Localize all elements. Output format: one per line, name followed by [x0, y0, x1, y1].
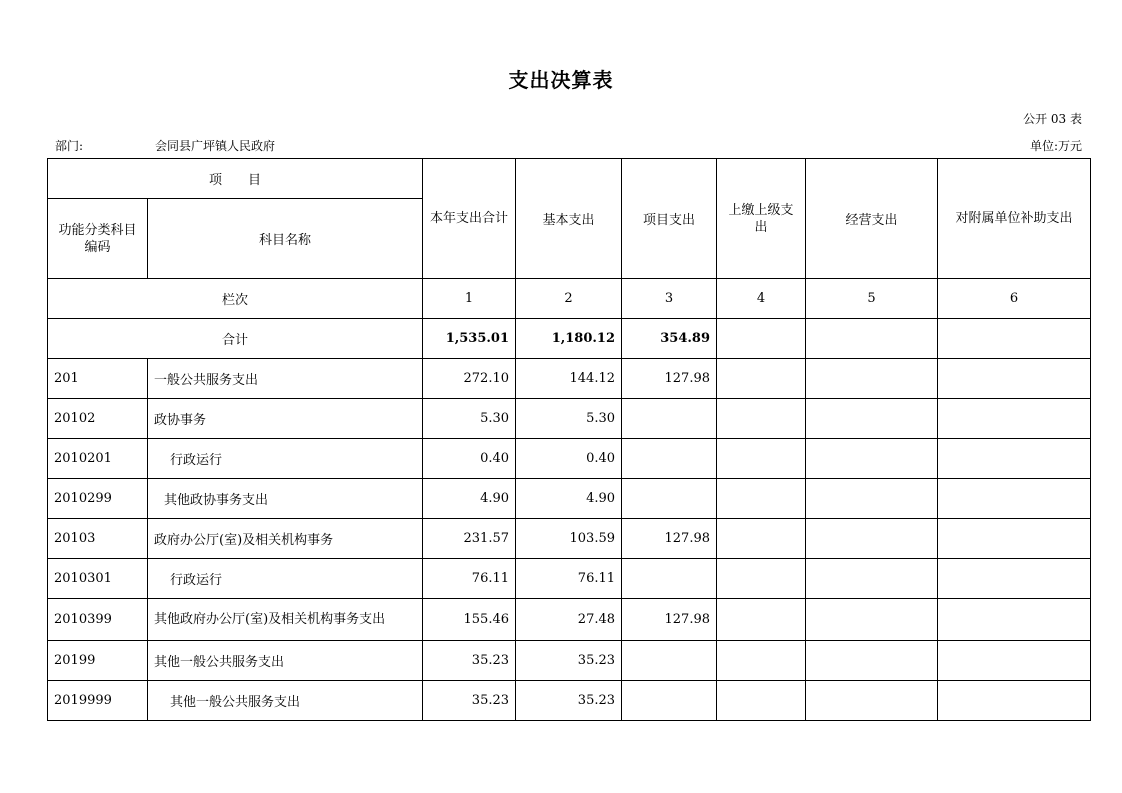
- row-total: 5.30: [423, 399, 516, 439]
- table-row: [48, 641, 1091, 681]
- header-name: 科目名称: [148, 199, 423, 279]
- row-business: [806, 399, 938, 439]
- sum-label: 合计: [48, 319, 423, 359]
- row-business: [806, 479, 938, 519]
- table-row: [48, 681, 1091, 721]
- row-business: [806, 641, 938, 681]
- row-code: 20102: [48, 399, 148, 439]
- col-num: 3: [622, 279, 717, 319]
- row-basic: 5.30: [516, 399, 622, 439]
- table-row: [48, 559, 1091, 599]
- row-code: 2010299: [48, 479, 148, 519]
- row-subsidy: [938, 479, 1091, 519]
- row-project: 127.98: [622, 519, 717, 559]
- row-upper: [717, 641, 806, 681]
- row-upper: [717, 519, 806, 559]
- header-business: 经营支出: [806, 159, 938, 279]
- row-basic: 0.40: [516, 439, 622, 479]
- sum-basic: 1,180.12: [516, 319, 622, 359]
- row-code: 2010201: [48, 439, 148, 479]
- row-basic: 4.90: [516, 479, 622, 519]
- col-num: 1: [423, 279, 516, 319]
- row-code: 2010399: [48, 599, 148, 641]
- row-total: 4.90: [423, 479, 516, 519]
- row-basic: 144.12: [516, 359, 622, 399]
- table-row: [48, 599, 1091, 641]
- department-label: 部门:: [55, 139, 84, 153]
- row-subsidy: [938, 359, 1091, 399]
- header-subsidy: 对附属单位补助支出: [938, 159, 1091, 279]
- row-business: [806, 599, 938, 641]
- header-project: 项目支出: [622, 159, 717, 279]
- row-project: 127.98: [622, 599, 717, 641]
- table-row: [48, 479, 1091, 519]
- row-basic: 35.23: [516, 681, 622, 721]
- table-row: [48, 439, 1091, 479]
- row-total: 76.11: [423, 559, 516, 599]
- col-label: 栏次: [48, 279, 423, 319]
- header-upper: 上缴上级支出: [717, 159, 806, 279]
- row-subsidy: [938, 641, 1091, 681]
- row-project: [622, 681, 717, 721]
- row-upper: [717, 599, 806, 641]
- row-total: 272.10: [423, 359, 516, 399]
- row-code: 201: [48, 359, 148, 399]
- sum-total: 1,535.01: [423, 319, 516, 359]
- col-num: 4: [717, 279, 806, 319]
- row-name: 行政运行: [148, 559, 423, 599]
- header-total: 本年支出合计: [423, 159, 516, 279]
- row-total: 35.23: [423, 681, 516, 721]
- row-name: 其他一般公共服务支出: [148, 681, 423, 721]
- page-title: 支出决算表: [508, 68, 614, 92]
- row-project: [622, 641, 717, 681]
- row-subsidy: [938, 399, 1091, 439]
- row-upper: [717, 439, 806, 479]
- row-name: 政协事务: [148, 399, 423, 439]
- col-num: 6: [938, 279, 1091, 319]
- form-number: 公开 03 表: [1023, 112, 1082, 126]
- row-code: 2019999: [48, 681, 148, 721]
- table-row: [48, 359, 1091, 399]
- row-name: 行政运行: [148, 439, 423, 479]
- row-business: [806, 439, 938, 479]
- expenditure-table: [47, 158, 1091, 721]
- row-project: 127.98: [622, 359, 717, 399]
- row-basic: 76.11: [516, 559, 622, 599]
- row-basic: 103.59: [516, 519, 622, 559]
- table-row: [48, 519, 1091, 559]
- col-num: 5: [806, 279, 938, 319]
- row-name: 其他一般公共服务支出: [148, 641, 423, 681]
- sum-project: 354.89: [622, 319, 717, 359]
- row-project: [622, 559, 717, 599]
- sum-subsidy: [938, 319, 1091, 359]
- row-upper: [717, 399, 806, 439]
- row-name: 一般公共服务支出: [148, 359, 423, 399]
- row-total: 231.57: [423, 519, 516, 559]
- row-business: [806, 359, 938, 399]
- row-project: [622, 479, 717, 519]
- row-total: 35.23: [423, 641, 516, 681]
- sum-row: [48, 319, 1091, 359]
- row-total: 155.46: [423, 599, 516, 641]
- row-business: [806, 559, 938, 599]
- row-name: 其他政协事务支出: [148, 479, 423, 519]
- row-code: 20199: [48, 641, 148, 681]
- row-subsidy: [938, 681, 1091, 721]
- row-name: 政府办公厅(室)及相关机构事务: [148, 519, 423, 559]
- row-code: 20103: [48, 519, 148, 559]
- row-upper: [717, 479, 806, 519]
- row-subsidy: [938, 559, 1091, 599]
- row-basic: 27.48: [516, 599, 622, 641]
- sum-upper: [717, 319, 806, 359]
- header-code: 功能分类科目编码: [48, 199, 148, 279]
- table-row: [48, 399, 1091, 439]
- row-subsidy: [938, 599, 1091, 641]
- row-total: 0.40: [423, 439, 516, 479]
- row-basic: 35.23: [516, 641, 622, 681]
- row-business: [806, 519, 938, 559]
- row-name: 其他政府办公厅(室)及相关机构事务支出: [148, 599, 423, 641]
- row-upper: [717, 559, 806, 599]
- department-name: 会同县广坪镇人民政府: [155, 139, 276, 153]
- header-basic: 基本支出: [516, 159, 622, 279]
- row-project: [622, 399, 717, 439]
- row-project: [622, 439, 717, 479]
- row-code: 2010301: [48, 559, 148, 599]
- unit-label: 单位:万元: [1029, 139, 1082, 153]
- row-business: [806, 681, 938, 721]
- sum-business: [806, 319, 938, 359]
- header-item: 项 目: [48, 159, 423, 199]
- row-upper: [717, 681, 806, 721]
- row-subsidy: [938, 439, 1091, 479]
- row-upper: [717, 359, 806, 399]
- col-num: 2: [516, 279, 622, 319]
- row-subsidy: [938, 519, 1091, 559]
